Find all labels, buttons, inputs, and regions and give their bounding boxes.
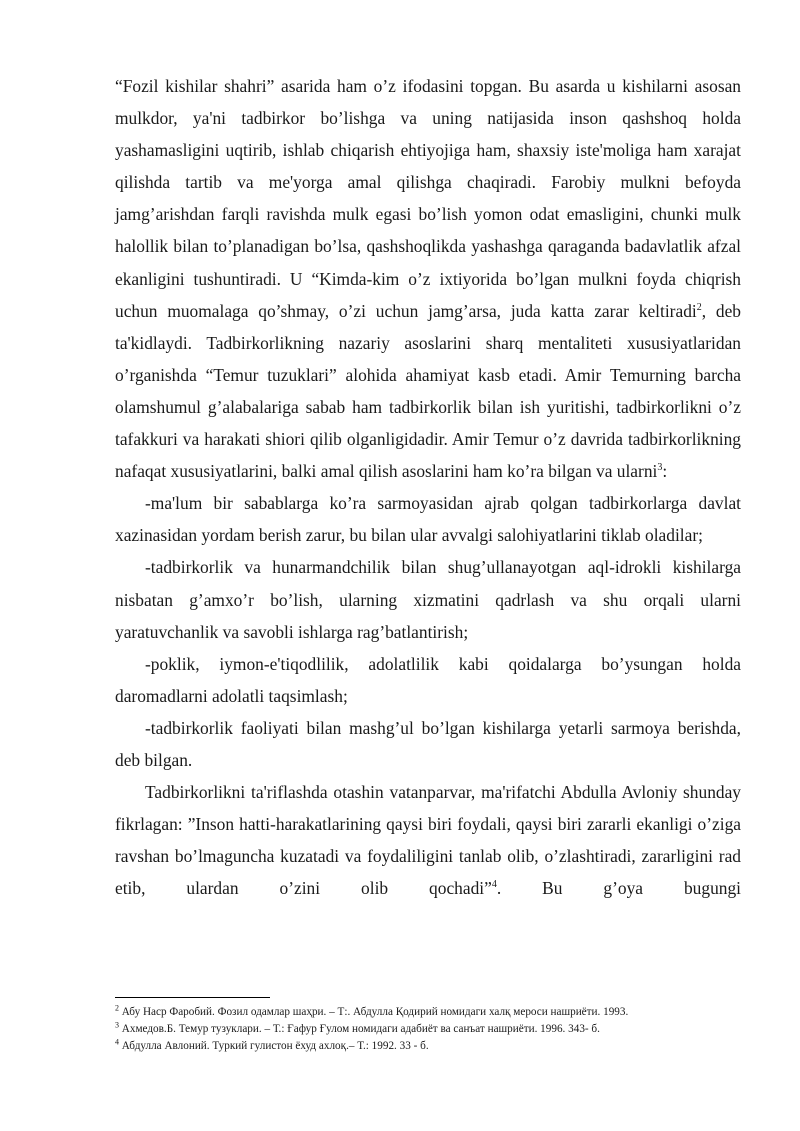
footnote-ref-4[interactable]: 4 — [491, 879, 497, 891]
list-item: -tadbirkorlik va hunarmandchilik bilan shug’ullanayotgan aql-idrokli kishilarga nisbatan g’amxo’r bo’lish, ularning xizmatini qadrlash va shu orqali ularni yaratuvchanlik va savobli ishlarga rag’batlantirish; — [115, 557, 741, 642]
footnote-item: $^3$ Ахмедов.Б. Темур тузуклари. – Т.: Ғафур Ғулом номидаги адабиёт ва санъат нашриёти. 1996. 343- б. — [115, 1020, 600, 1035]
footnote-ref-2[interactable]: 2 — [696, 301, 702, 313]
footnote-item: $^2$ Абу Наср Фаробий. Фозил одамлар шаҳри. – Т:. Абдулла Қодирий номидаги халқ мероси нашриёти. 1993. — [115, 1003, 629, 1018]
footnote-separator — [115, 997, 270, 998]
paragraph-farobiy-temur: “Fozil kishilar shahri” asarida ham o’z ifodasini topgan. Bu asarda u kishilarni asosan mulkdor, ya'ni tadbirkor bo’lishga va uning natijasida inson qashshoq holda yashamasligini uqtirib, ishlab chiqarish ehtiyojiga ham, shaxsiy iste'moliga ham xarajat qilishda tartib va me'yorga amal qilishga chaqiradi. Farobiy mulkni befoyda jamg’arishdan farqli ravishda mulk egasi bo’lish yomon odat emasligini, chunki mulk halollik bilan to’planadigan bo’lsa, qashshoqlikda yashashga qaraganda badavlatlik afzal ekanligini tushuntiradi. U “Kimda-kim o’z ixtiyorida bo’lgan mulkni foyda chiqrish uchun muomalaga qo’shmay, o’zi uchun jamg’arsa, juda katta zarar keltiradi$^2$, deb ta'kidlaydi. Tadbirkorlikning nazariy asoslarini sharq mentaliteti xususiyatlaridan o’rganishda “Temur tuzuklari” alohida ahamiyat kasb etadi. Amir Temurning barcha olamshumul g’alabalariga sabab ham tadbirkorlik bilan ish yuritishi, tadbirkorlikni o’z tafakkuri va harakati shiori qilib olganligidadir. Amir Temur o’z davrida tadbirkorlikning nafaqat xususiyatlarini, balki amal qilish asoslarini ham ko’ra bilgan va ularni$^3$: — [115, 76, 741, 482]
list-item: -poklik, iymon-e'tiqodlilik, adolatlilik kabi qoidalarga bo’ysungan holda daromadlarni adolatli taqsimlash; — [115, 653, 741, 706]
list-item: -ma'lum bir sabablarga ko’ra sarmoyasidan ajrab qolgan tadbirkorlarga davlat xazinasidan yordam berish zarur, bu bilan ular avvalgi salohiyatlarini tiklab oladilar; — [115, 493, 741, 546]
main-text — [115, 70, 741, 904]
list-item: -tadbirkorlik faoliyati bilan mashg’ul bo’lgan kishilarga yetarli sarmoya berishda, deb bilgan. — [115, 717, 741, 770]
footnote-item: $^4$ Абдулла Авлоний. Туркий гулистон ёхуд ахлоқ.– Т.: 1992. 33 - б. — [115, 1037, 429, 1052]
footnotes — [115, 1004, 755, 1055]
paragraph-avloniy: Tadbirkorlikni ta'riflashda otashin vatanparvar, ma'rifatchi Abdulla Avloniy shunday fikrlagan: ”Inson hatti-harakatlarining qaysi biri foydali, qaysi biri zararli ekanligi o’ziga ravshan bo’lmaguncha kuzatadi va foydaliligini tanlab olib, o’zlashtiradi, zararligini rad etib, ulardan o’zini olib qochadi”$^4$. Bu g’oya bugungi — [115, 782, 741, 899]
footnote-ref-3[interactable]: 3 — [657, 462, 663, 474]
